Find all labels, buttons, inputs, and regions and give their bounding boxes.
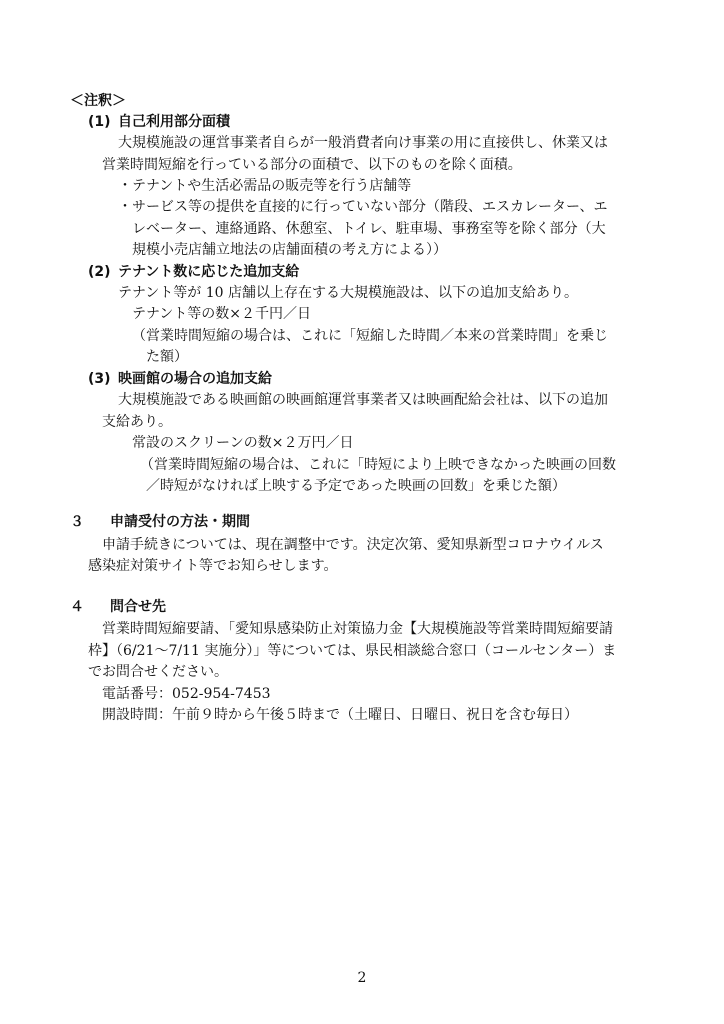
section-3-title: 申請受付の方法・期間 [110, 514, 250, 530]
section-4-line: 枠】（6/21～7/11 実施分）」等については、県民相談総合窓口（コールセンター）ま [88, 643, 617, 659]
note-1-line: 規模小売店舗立地法の店舗面積の考え方による）） [132, 242, 447, 258]
section-3-line: 感染症対策サイト等でお知らせします。 [88, 558, 338, 574]
section-4-number: ４ [70, 599, 84, 615]
note-1-line: ・テナントや生活必需品の販売等を行う店舗等 [118, 178, 412, 194]
page-number: 2 [357, 970, 367, 986]
note-1-title: 自己利用部分面積 [118, 114, 230, 130]
note-2-title: テナント数に応じた追加支給 [118, 264, 300, 280]
note-3-number: (3) [88, 371, 111, 387]
note-2-line: テナント等が 10 店舗以上存在する大規模施設は、以下の追加支給あり。 [118, 285, 579, 301]
note-3-title: 映画館の場合の追加支給 [118, 371, 272, 387]
note-3-heading [88, 369, 272, 389]
note-1-line: ・サービス等の提供を直接的に行っていない部分（階段、エスカレーター、エ [118, 199, 608, 215]
note-3-line: （営業時間短縮の場合は、これに「時短により上映できなかった映画の回数 [140, 457, 616, 473]
note-2-heading [88, 262, 299, 282]
note-2-line: テナント等の数×２千円／日 [132, 306, 312, 322]
note-1-line: 営業時間短縮を行っている部分の面積で、以下のものを除く面積。 [102, 157, 522, 173]
section-4-line: でお問合せください。 [88, 664, 228, 680]
note-3-line: 支給あり。 [102, 414, 172, 430]
note-3-line: 大規模施設である映画館の映画館運営事業者又は映画配給会社は、以下の追加 [118, 392, 608, 408]
section-3-number: ３ [70, 514, 84, 530]
section-3-line: 申請手続きについては、現在調整中です。決定次第、愛知県新型コロナウイルス [102, 537, 604, 553]
notes-heading: ＜注釈＞ [70, 93, 126, 109]
phone-number-line: 電話番号：052-954-7453 [102, 686, 271, 702]
section-4-line: 営業時間短縮要請、「愛知県感染防止対策協力金【大規模施設等営業時間短縮要請 [102, 621, 613, 637]
section-4-heading [70, 597, 166, 617]
note-1-number: (1) [88, 114, 111, 130]
note-1-line: 大規模施設の運営事業者自らが一般消費者向け事業の用に直接供し、休業又は [118, 135, 608, 151]
note-1-heading [88, 112, 230, 132]
section-4-title: 問合せ先 [110, 599, 166, 615]
note-3-line: 常設のスクリーンの数×２万円／日 [132, 435, 354, 451]
note-2-line: （営業時間短縮の場合は、これに「短縮した時間／本来の営業時間」を乗じ [132, 328, 608, 344]
note-3-line: ／時短がなければ上映する予定であった映画の回数」を乗じた額） [146, 478, 566, 494]
note-2-number: (2) [88, 264, 111, 280]
note-1-line: レベーター、連絡通路、休憩室、トイレ、駐車場、事務室等を除く部分（大 [132, 221, 606, 237]
note-2-line: た額） [146, 349, 188, 365]
section-3-heading [70, 512, 250, 532]
opening-hours-line: 開設時間：午前９時から午後５時まで（土曜日、日曜日、祝日を含む毎日） [102, 707, 578, 723]
